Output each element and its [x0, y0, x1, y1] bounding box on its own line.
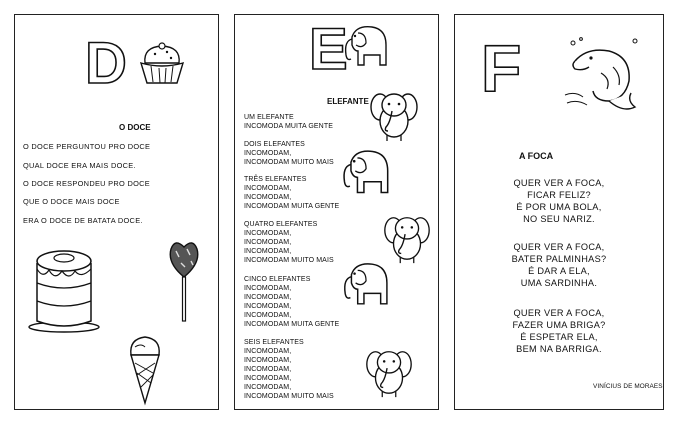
elefante-title: ELEFANTE — [327, 97, 369, 106]
stanza: QUER VER A FOCA, FAZER UMA BRIGA? É ESPETAR ELA, BEM NA BARRIGA. — [512, 308, 606, 355]
panel-letter-f — [454, 14, 664, 410]
stanza: TRÊS ELEFANTES INCOMODAM, INCOMODAM, INCOMODAM MUITA GENTE — [244, 176, 340, 210]
elephant-icon — [341, 255, 389, 313]
big-letter-d: D — [85, 31, 127, 96]
doce-title: O DOCE — [119, 123, 151, 132]
stanza: QUER VER A FOCA, BATER PALMINHAS? É DAR A ELA, UMA SARDINHA. — [511, 242, 607, 289]
poem-line: O DOCE RESPONDEU PRO DOCE — [23, 179, 150, 188]
stanza: DOIS ELEFANTES INCOMODAM, INCOMODAM MUITO MAIS — [244, 141, 334, 166]
poem-line: QUE O DOCE MAIS DOCE — [23, 197, 120, 206]
lollipop-icon — [167, 235, 201, 323]
elephant-icon — [370, 87, 418, 143]
ice-cream-icon — [127, 333, 163, 405]
stanza: QUATRO ELEFANTES INCOMODAM, INCOMODAM, INCOMODAM, INCOMODAM MUITO MAIS — [244, 221, 334, 264]
poem-line: O DOCE PERGUNTOU PRO DOCE — [23, 142, 151, 151]
elephant-icon — [365, 345, 413, 399]
elephant-icon — [383, 211, 431, 265]
cupcake-icon — [137, 41, 187, 85]
foca-title: A FOCA — [519, 151, 554, 161]
stanza: CINCO ELEFANTES INCOMODAM, INCOMODAM, INCOMODAM, INCOMODAM, INCOMODAM MUITA GENTE — [244, 276, 340, 328]
elephant-icon — [340, 145, 390, 199]
stanza: SEIS ELEFANTES INCOMODAM, INCOMODAM, INCOMODAM, INCOMODAM, INCOMODAM, INCOMODAM MUITO MAIS — [244, 339, 334, 400]
author: VINÍCIUS DE MORAES — [593, 383, 663, 390]
stanza: QUER VER A FOCA, FICAR FELIZ? É POR UMA BOLA, NO SEU NARIZ. — [513, 178, 605, 225]
elephant-icon — [342, 21, 388, 71]
poem-line: QUAL DOCE ERA MAIS DOCE. — [23, 161, 136, 170]
panel-letter-d — [14, 14, 219, 410]
poem-line: ERA O DOCE DE BATATA DOCE. — [23, 216, 143, 225]
big-letter-f: F — [481, 31, 522, 105]
cake-icon — [27, 243, 102, 333]
panel-letter-e — [234, 14, 439, 410]
seal-icon — [565, 37, 645, 115]
big-letter-e: E — [309, 17, 348, 82]
stanza: UM ELEFANTE INCOMODA MUITA GENTE — [244, 114, 333, 130]
